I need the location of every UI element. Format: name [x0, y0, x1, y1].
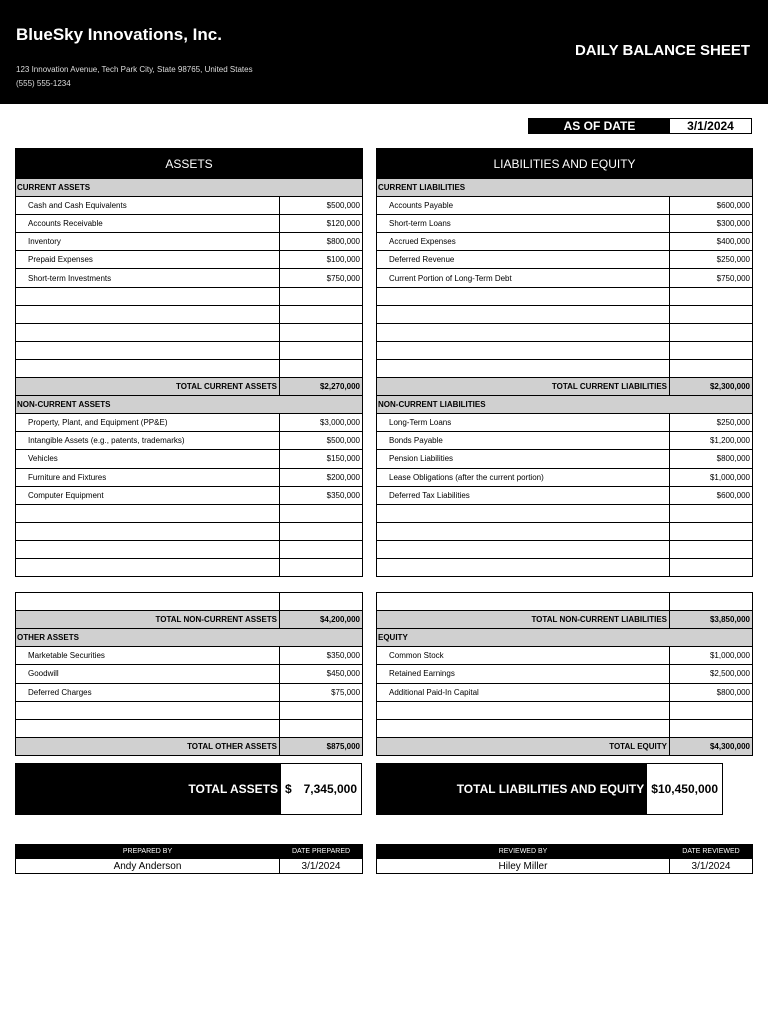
- empty-cell[interactable]: [377, 522, 670, 540]
- prepared-by-label: PREPARED BY: [16, 845, 280, 859]
- total-value: $4,300,000: [670, 737, 753, 755]
- assets-table: [15, 148, 363, 756]
- empty-cell[interactable]: [16, 593, 280, 611]
- empty-cell[interactable]: [670, 341, 753, 359]
- empty-cell[interactable]: [280, 540, 363, 558]
- total-value: $2,270,000: [280, 378, 363, 396]
- empty-cell[interactable]: [280, 287, 363, 305]
- table-row: [377, 359, 753, 377]
- empty-cell[interactable]: [16, 701, 280, 719]
- empty-cell[interactable]: [377, 504, 670, 522]
- line-item-value[interactable]: $350,000: [280, 647, 363, 665]
- line-item-value[interactable]: $250,000: [670, 414, 753, 432]
- total-assets-box: [15, 763, 362, 815]
- empty-cell[interactable]: [16, 522, 280, 540]
- total-label: TOTAL EQUITY: [377, 737, 670, 755]
- empty-cell[interactable]: [670, 540, 753, 558]
- line-item-value[interactable]: $800,000: [670, 683, 753, 701]
- line-item-label[interactable]: Intangible Assets (e.g., patents, trademarks): [16, 432, 280, 450]
- table-row: [377, 215, 753, 233]
- prepared-by-table: [15, 844, 363, 874]
- line-item-value[interactable]: $250,000: [670, 251, 753, 269]
- date-prepared-value[interactable]: 3/1/2024: [280, 859, 363, 874]
- line-item-label[interactable]: Short-term Loans: [377, 215, 670, 233]
- line-item-label[interactable]: Accounts Payable: [377, 197, 670, 215]
- line-item-value[interactable]: $750,000: [280, 269, 363, 287]
- empty-cell[interactable]: [670, 558, 753, 576]
- document-title: DAILY BALANCE SHEET: [574, 42, 750, 59]
- total-assets-currency: $: [285, 782, 292, 796]
- empty-cell[interactable]: [280, 522, 363, 540]
- total-assets-amount: 7,345,000: [303, 782, 357, 796]
- empty-cell[interactable]: [670, 323, 753, 341]
- table-row: [16, 522, 363, 540]
- table-row: [377, 305, 753, 323]
- table-row: [377, 665, 753, 683]
- table-row: [16, 197, 363, 215]
- total-assets-label: TOTAL ASSETS: [16, 764, 281, 814]
- line-item-label[interactable]: Additional Paid-In Capital: [377, 683, 670, 701]
- table-row: [377, 719, 753, 737]
- empty-cell[interactable]: [16, 287, 280, 305]
- line-item-value[interactable]: $1,200,000: [670, 432, 753, 450]
- line-item-label[interactable]: Lease Obligations (after the current portion): [377, 468, 670, 486]
- reviewed-by-value[interactable]: Hiley Miller: [377, 859, 670, 874]
- empty-cell[interactable]: [280, 558, 363, 576]
- table-row: [16, 251, 363, 269]
- as-of-date-label: AS OF DATE: [529, 119, 670, 133]
- total-liabilities-equity-amount: 10,450,000: [657, 782, 718, 796]
- line-item-value[interactable]: $800,000: [670, 450, 753, 468]
- line-item-value[interactable]: $600,000: [670, 197, 753, 215]
- table-row: [377, 647, 753, 665]
- table-row: [377, 504, 753, 522]
- total-value: $2,300,000: [670, 378, 753, 396]
- empty-cell[interactable]: [377, 287, 670, 305]
- empty-cell[interactable]: [377, 719, 670, 737]
- table-row: [16, 414, 363, 432]
- table-row: [16, 450, 363, 468]
- total-liabilities-equity-box: [376, 763, 723, 815]
- table-row: [377, 468, 753, 486]
- reviewed-by-table: [376, 844, 753, 874]
- total-row: [16, 378, 363, 396]
- empty-cell[interactable]: [16, 719, 280, 737]
- total-row: [377, 737, 753, 755]
- line-item-label[interactable]: Common Stock: [377, 647, 670, 665]
- line-item-value[interactable]: $1,000,000: [670, 468, 753, 486]
- total-label: TOTAL CURRENT LIABILITIES: [377, 378, 670, 396]
- empty-cell[interactable]: [280, 341, 363, 359]
- line-item-value[interactable]: $750,000: [670, 269, 753, 287]
- empty-cell[interactable]: [16, 359, 280, 377]
- total-label: TOTAL OTHER ASSETS: [16, 737, 280, 755]
- total-liabilities-equity-label: TOTAL LIABILITIES AND EQUITY: [377, 764, 647, 814]
- line-item-value[interactable]: $75,000: [280, 683, 363, 701]
- empty-cell[interactable]: [670, 719, 753, 737]
- total-row: [377, 611, 753, 629]
- date-reviewed-value[interactable]: 3/1/2024: [670, 859, 753, 874]
- table-row: [377, 341, 753, 359]
- table-heading: ASSETS: [16, 149, 363, 179]
- line-item-label[interactable]: Short-term Investments: [16, 269, 280, 287]
- section-label: NON-CURRENT ASSETS: [16, 396, 363, 414]
- line-item-value[interactable]: $150,000: [280, 450, 363, 468]
- total-liabilities-equity-value: [647, 764, 722, 814]
- empty-cell[interactable]: [280, 593, 363, 611]
- empty-cell[interactable]: [670, 305, 753, 323]
- empty-cell[interactable]: [16, 504, 280, 522]
- total-row: [16, 611, 363, 629]
- table-row: [16, 233, 363, 251]
- line-item-label[interactable]: Marketable Securities: [16, 647, 280, 665]
- table-row: [16, 647, 363, 665]
- company-address: 123 Innovation Avenue, Tech Park City, State 98765, United States: [16, 65, 253, 74]
- empty-cell[interactable]: [280, 305, 363, 323]
- prepared-by-value[interactable]: Andy Anderson: [16, 859, 280, 874]
- section-row: [377, 629, 753, 647]
- table-row: [377, 287, 753, 305]
- spacer-row: [377, 577, 753, 593]
- table-row: [16, 341, 363, 359]
- empty-cell[interactable]: [377, 540, 670, 558]
- table-row: [16, 701, 363, 719]
- line-item-label[interactable]: Long-Term Loans: [377, 414, 670, 432]
- date-reviewed-label: DATE REVIEWED: [670, 845, 753, 859]
- line-item-label[interactable]: Computer Equipment: [16, 486, 280, 504]
- line-item-value[interactable]: $100,000: [280, 251, 363, 269]
- line-item-value[interactable]: $300,000: [670, 215, 753, 233]
- empty-cell[interactable]: [16, 540, 280, 558]
- total-label: TOTAL NON-CURRENT ASSETS: [16, 611, 280, 629]
- empty-cell[interactable]: [377, 701, 670, 719]
- empty-cell[interactable]: [377, 305, 670, 323]
- total-value: $4,200,000: [280, 611, 363, 629]
- line-item-value[interactable]: $600,000: [670, 486, 753, 504]
- empty-cell[interactable]: [16, 305, 280, 323]
- line-item-label[interactable]: Retained Earnings: [377, 665, 670, 683]
- line-item-label[interactable]: Vehicles: [16, 450, 280, 468]
- table-row: [377, 414, 753, 432]
- empty-cell[interactable]: [670, 287, 753, 305]
- line-item-label[interactable]: Pension Liabilities: [377, 450, 670, 468]
- empty-cell[interactable]: [280, 504, 363, 522]
- line-item-value[interactable]: $800,000: [280, 233, 363, 251]
- table-row: [16, 558, 363, 576]
- line-item-label[interactable]: Deferred Charges: [16, 683, 280, 701]
- line-item-label[interactable]: Prepaid Expenses: [16, 251, 280, 269]
- as-of-date-value[interactable]: 3/1/2024: [687, 119, 734, 133]
- line-item-label[interactable]: Current Portion of Long-Term Debt: [377, 269, 670, 287]
- total-value: $3,850,000: [670, 611, 753, 629]
- total-row: [377, 378, 753, 396]
- table-row: [16, 305, 363, 323]
- empty-cell[interactable]: [377, 323, 670, 341]
- line-item-value[interactable]: $3,000,000: [280, 414, 363, 432]
- line-item-label[interactable]: Deferred Tax Liabilities: [377, 486, 670, 504]
- table-row: [16, 593, 363, 611]
- table-row: [16, 432, 363, 450]
- table-row: [377, 233, 753, 251]
- as-of-date-box: [528, 118, 752, 134]
- empty-cell[interactable]: [377, 558, 670, 576]
- empty-cell[interactable]: [377, 341, 670, 359]
- line-item-label[interactable]: Inventory: [16, 233, 280, 251]
- empty-cell[interactable]: [16, 558, 280, 576]
- table-row: [377, 540, 753, 558]
- section-row: [16, 629, 363, 647]
- table-row: [16, 486, 363, 504]
- line-item-value[interactable]: $350,000: [280, 486, 363, 504]
- line-item-label[interactable]: Cash and Cash Equivalents: [16, 197, 280, 215]
- total-assets-value: [281, 764, 361, 814]
- section-label: NON-CURRENT LIABILITIES: [377, 396, 753, 414]
- table-row: [377, 197, 753, 215]
- reviewed-by-label: REVIEWED BY: [377, 845, 670, 859]
- table-row: [16, 269, 363, 287]
- total-row: [16, 737, 363, 755]
- empty-cell[interactable]: [280, 359, 363, 377]
- table-row: [377, 558, 753, 576]
- table-row: [377, 269, 753, 287]
- empty-cell[interactable]: [377, 359, 670, 377]
- total-value: $875,000: [280, 737, 363, 755]
- line-item-value[interactable]: $400,000: [670, 233, 753, 251]
- line-item-value[interactable]: $1,000,000: [670, 647, 753, 665]
- company-phone: (555) 555-1234: [16, 79, 71, 88]
- table-heading-row: [16, 149, 363, 179]
- table-row: [377, 522, 753, 540]
- table-row: [16, 665, 363, 683]
- table-row: [377, 251, 753, 269]
- table-row: [16, 683, 363, 701]
- table-heading: LIABILITIES AND EQUITY: [377, 149, 753, 179]
- table-heading-row: [377, 149, 753, 179]
- section-label: EQUITY: [377, 629, 753, 647]
- line-item-value[interactable]: $500,000: [280, 197, 363, 215]
- page-header: [0, 0, 768, 104]
- line-item-label[interactable]: Property, Plant, and Equipment (PP&E): [16, 414, 280, 432]
- line-item-value[interactable]: $120,000: [280, 215, 363, 233]
- table-row: [16, 504, 363, 522]
- empty-cell[interactable]: [670, 359, 753, 377]
- empty-cell[interactable]: [16, 341, 280, 359]
- table-row: [377, 432, 753, 450]
- table-row: [377, 323, 753, 341]
- line-item-label[interactable]: Bonds Payable: [377, 432, 670, 450]
- table-row: [16, 359, 363, 377]
- line-item-label[interactable]: Accrued Expenses: [377, 233, 670, 251]
- total-label: TOTAL NON-CURRENT LIABILITIES: [377, 611, 670, 629]
- line-item-value[interactable]: $500,000: [280, 432, 363, 450]
- spacer-cell: [16, 577, 363, 593]
- company-name: BlueSky Innovations, Inc.: [16, 25, 222, 44]
- line-item-value[interactable]: $200,000: [280, 468, 363, 486]
- spacer-row: [16, 577, 363, 593]
- table-row: [377, 486, 753, 504]
- empty-cell[interactable]: [670, 593, 753, 611]
- empty-cell[interactable]: [670, 701, 753, 719]
- empty-cell[interactable]: [377, 593, 670, 611]
- line-item-value[interactable]: $450,000: [280, 665, 363, 683]
- total-label: TOTAL CURRENT ASSETS: [16, 378, 280, 396]
- empty-cell[interactable]: [670, 504, 753, 522]
- spacer-cell: [377, 577, 753, 593]
- table-row: [16, 468, 363, 486]
- empty-cell[interactable]: [280, 701, 363, 719]
- section-label: OTHER ASSETS: [16, 629, 363, 647]
- table-row: [377, 701, 753, 719]
- table-row: [16, 540, 363, 558]
- empty-cell[interactable]: [670, 522, 753, 540]
- table-row: [16, 215, 363, 233]
- section-row: [377, 396, 753, 414]
- section-label: CURRENT ASSETS: [16, 179, 363, 197]
- table-row: [377, 683, 753, 701]
- total-liabilities-equity-currency: $: [651, 782, 658, 796]
- section-row: [16, 396, 363, 414]
- line-item-label[interactable]: Accounts Receivable: [16, 215, 280, 233]
- date-prepared-label: DATE PREPARED: [280, 845, 363, 859]
- table-row: [16, 719, 363, 737]
- table-row: [16, 287, 363, 305]
- section-row: [377, 179, 753, 197]
- table-row: [377, 450, 753, 468]
- line-item-label[interactable]: Deferred Revenue: [377, 251, 670, 269]
- empty-cell[interactable]: [280, 323, 363, 341]
- empty-cell[interactable]: [280, 719, 363, 737]
- section-row: [16, 179, 363, 197]
- liabilities-equity-table: [376, 148, 753, 756]
- line-item-value[interactable]: $2,500,000: [670, 665, 753, 683]
- table-row: [377, 593, 753, 611]
- line-item-label[interactable]: Furniture and Fixtures: [16, 468, 280, 486]
- line-item-label[interactable]: Goodwill: [16, 665, 280, 683]
- section-label: CURRENT LIABILITIES: [377, 179, 753, 197]
- empty-cell[interactable]: [16, 323, 280, 341]
- table-row: [16, 323, 363, 341]
